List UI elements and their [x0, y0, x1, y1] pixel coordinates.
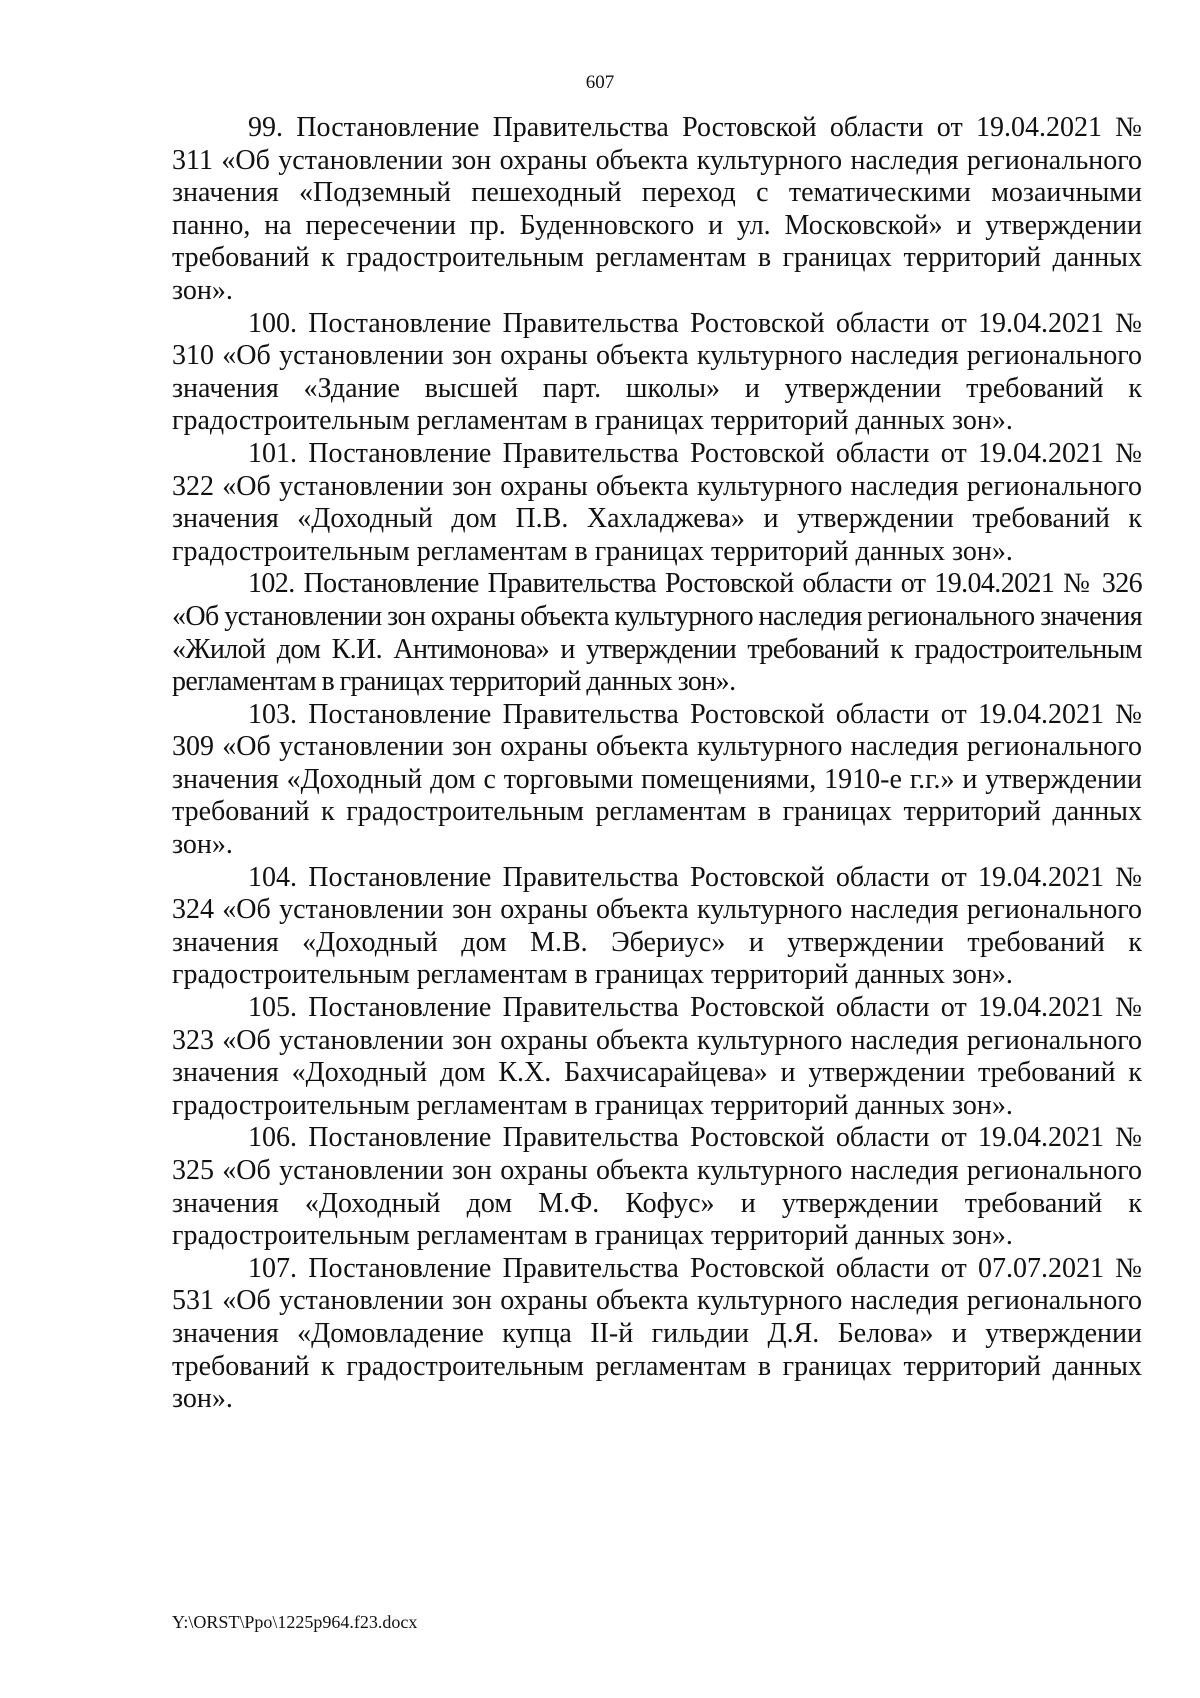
list-item: 99. Постановление Правительства Ростовской области от 19.04.2021 № 311 «Об установлении зон охраны объекта культурного наследия регионального значения «Подземный пешеходный переход с тематическими мозаичными панно, на пересечении пр. Буденновского и ул. Московской» и утверждении требований к градостроительным регламентам в границах территорий данных зон». — [172, 112, 1142, 306]
list-item: 107. Постановление Правительства Ростовской области от 07.07.2021 № 531 «Об установлении зон охраны объекта культурного наследия регионального значения «Домовладение купца II-й гильдии Д.Я. Белова» и утверждении требований к градостроительным регламентам в границах территорий данных зон». — [172, 1252, 1142, 1415]
list-item: 102. Постановление Правительства Ростовской области от 19.04.2021 № 326 «Об установлении зон охраны объекта культурного наследия регионального значения «Жилой дом К.И. Антимонова» и утверждении требований к градостроительным регламентам в границах территорий данных зон». — [172, 568, 1142, 698]
list-item: 103. Постановление Правительства Ростовской области от 19.04.2021 № 309 «Об установлении зон охраны объекта культурного наследия регионального значения «Доходный дом с торговыми помещениями, 1910-е г.г.» и утверждении требований к градостроительным регламентам в границах территорий данных зон». — [172, 698, 1142, 861]
page-number: 607 — [585, 72, 615, 93]
list-item: 104. Постановление Правительства Ростовской области от 19.04.2021 № 324 «Об установлении зон охраны объекта культурного наследия регионального значения «Доходный дом М.В. Эбериус» и утверждении требований к градостроительным регламентам в границах территорий данных зон». — [172, 861, 1142, 991]
document-body — [172, 112, 1142, 1416]
list-item: 101. Постановление Правительства Ростовской области от 19.04.2021 № 322 «Об установлении зон охраны объекта культурного наследия регионального значения «Доходный дом П.В. Хахладжева» и утверждении требований к градостроительным регламентам в границах территорий данных зон». — [172, 437, 1142, 567]
file-path-footer: Y:\ORST\Ppo\1225p964.f23.docx — [172, 1612, 418, 1632]
list-item: 106. Постановление Правительства Ростовской области от 19.04.2021 № 325 «Об установлении зон охраны объекта культурного наследия регионального значения «Доходный дом М.Ф. Кофус» и утверждении требований к градостроительным регламентам в границах территорий данных зон». — [172, 1122, 1142, 1252]
list-item: 100. Постановление Правительства Ростовской области от 19.04.2021 № 310 «Об установлении зон охраны объекта культурного наследия регионального значения «Здание высшей парт. школы» и утверждении требований к градостроительным регламентам в границах территорий данных зон». — [172, 307, 1142, 437]
list-item: 105. Постановление Правительства Ростовской области от 19.04.2021 № 323 «Об установлении зон охраны объекта культурного наследия регионального значения «Доходный дом К.Х. Бахчисарайцева» и утверждении требований к градостроительным регламентам в границах территорий данных зон». — [172, 992, 1142, 1121]
